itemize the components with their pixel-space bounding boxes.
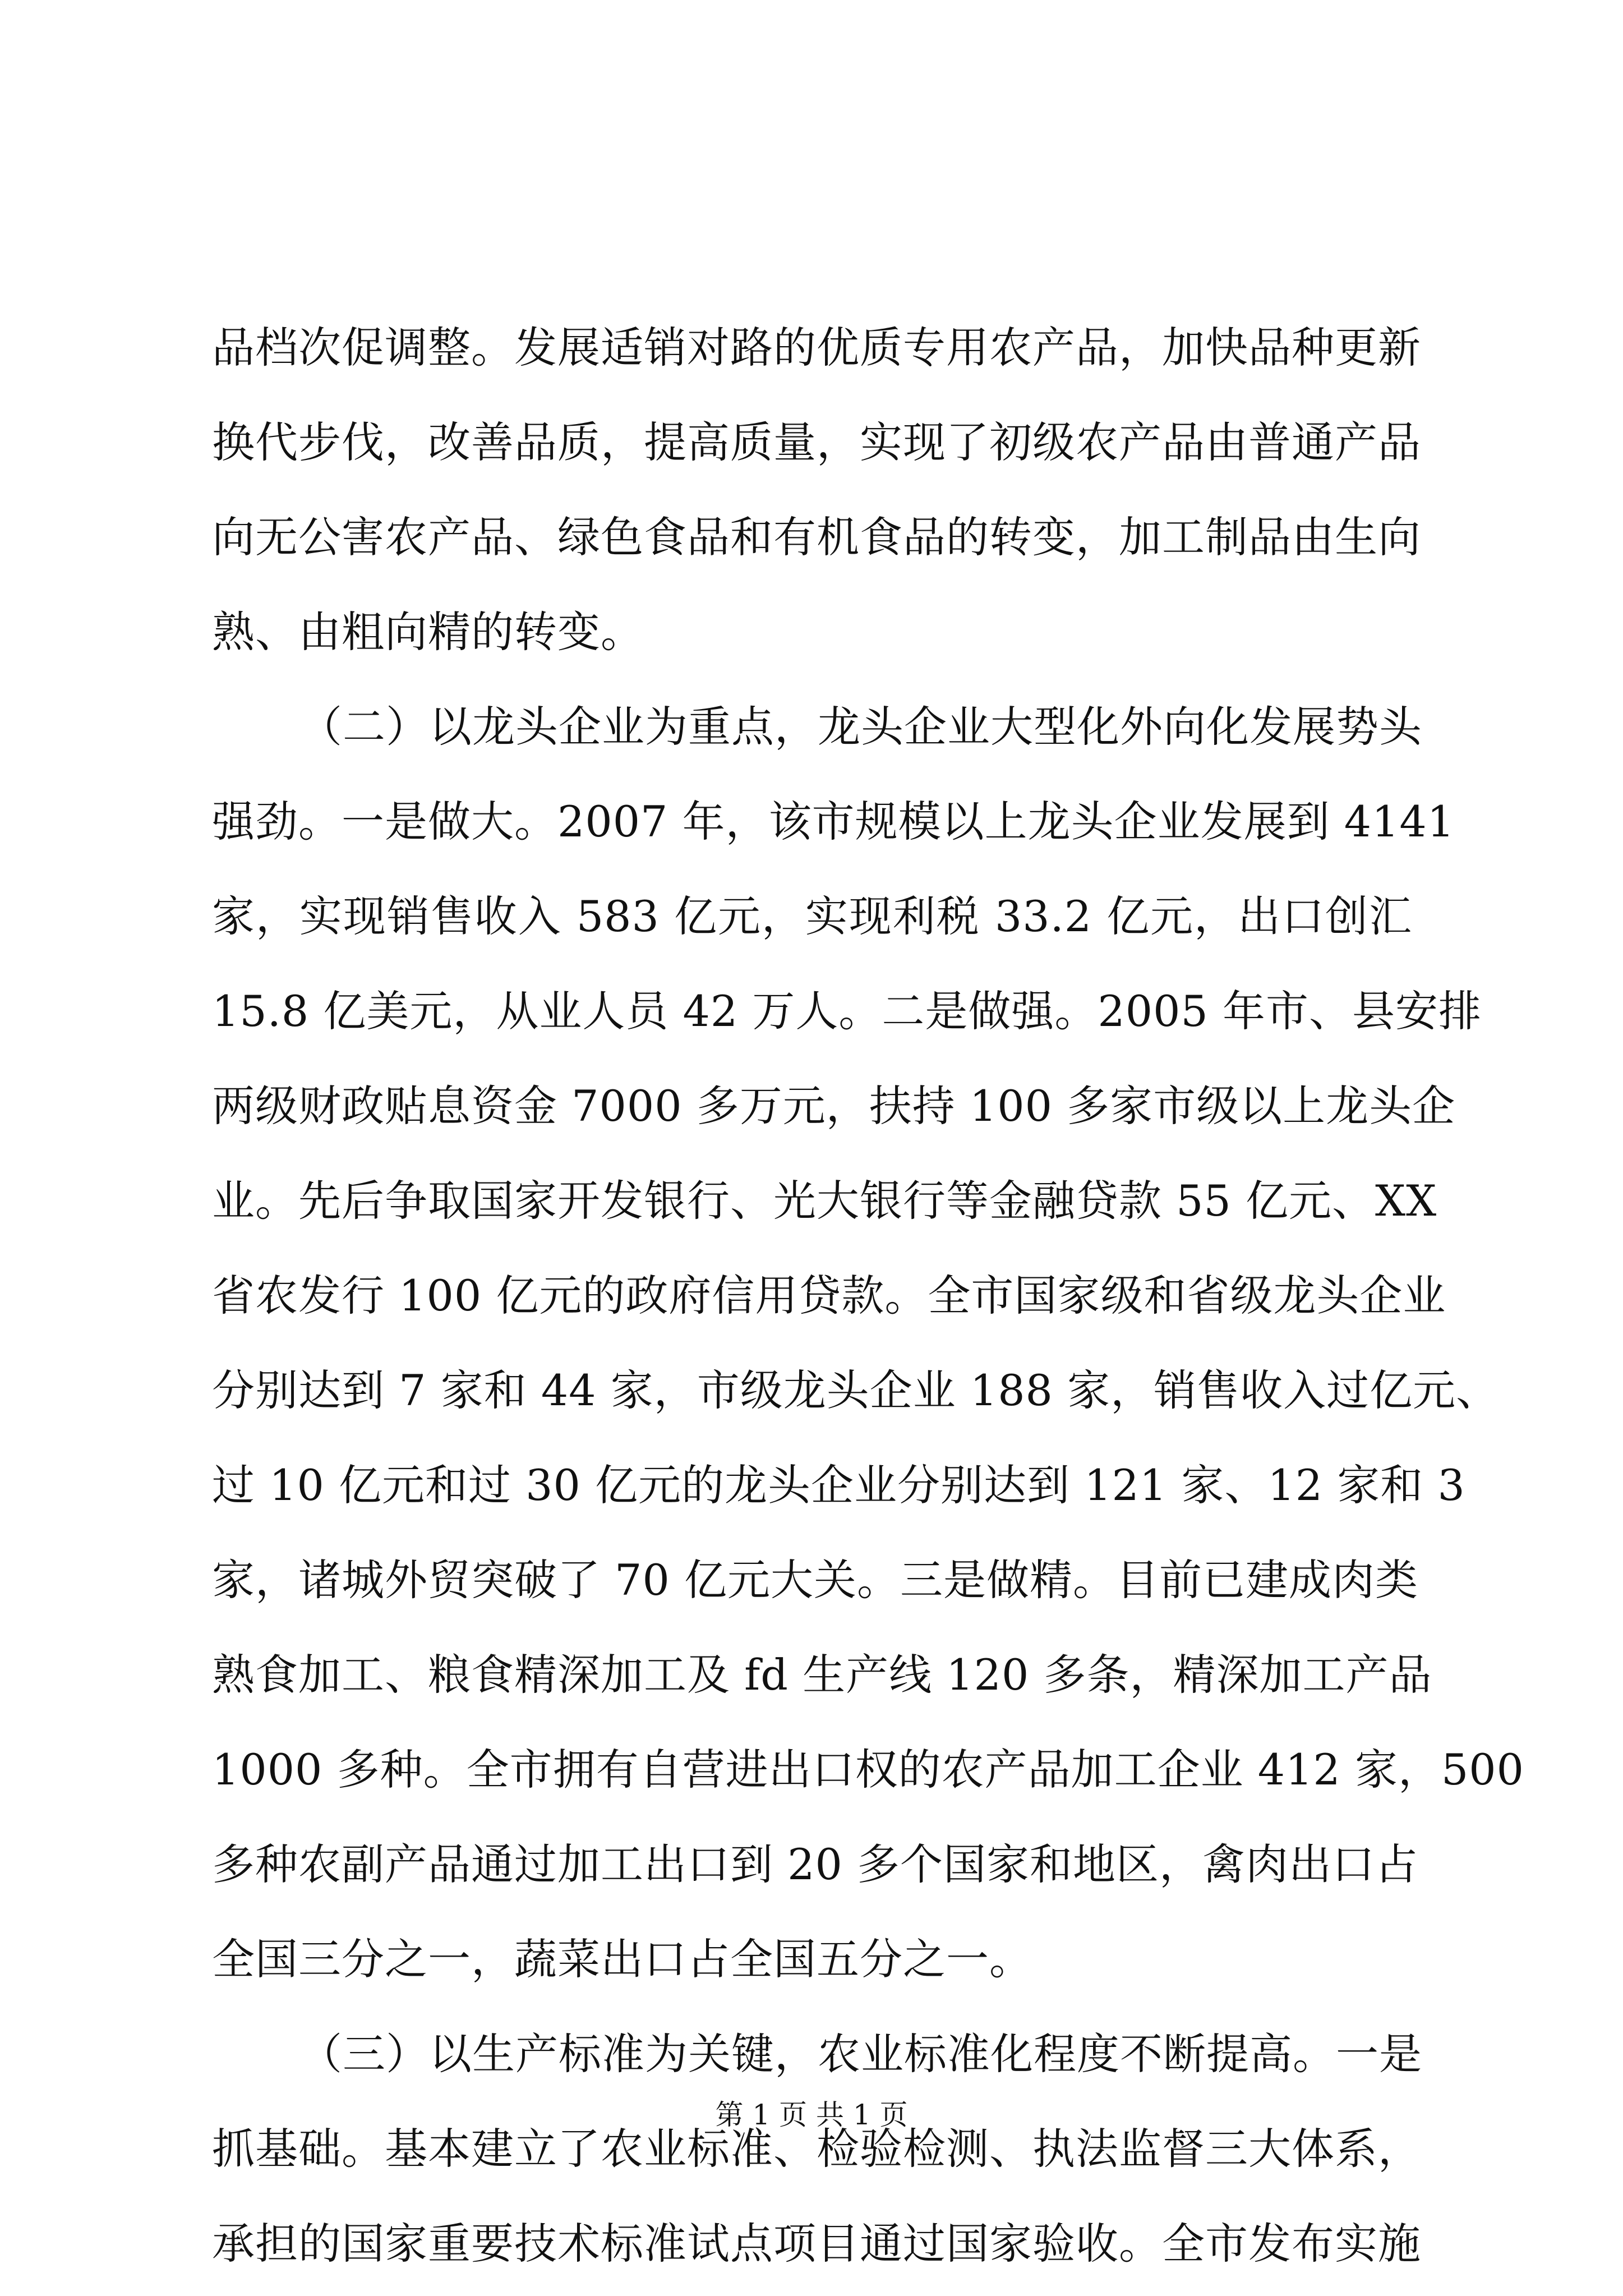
text-line: 全国三分之一，蔬菜出口占全国五分之一。 bbox=[212, 1934, 1032, 1984]
text-line: 两级财政贴息资金 7000 多万元，扶持 100 多家市级以上龙头企 bbox=[212, 1081, 1456, 1131]
paragraph-start-line: （三）以生产标准为关键，农业标准化程度不断提高。一是 bbox=[299, 2029, 1422, 2079]
text-line: 品档次促调整。发展适销对路的优质专用农产品，加快品种更新 bbox=[212, 323, 1421, 372]
document-body bbox=[212, 300, 1525, 2291]
text-line: 换代步伐，改善品质，提高质量，实现了初级农产品由普通产品 bbox=[212, 417, 1421, 467]
text-line: 分别达到 7 家和 44 家，市级龙头企业 188 家，销售收入过亿元、 bbox=[212, 1365, 1500, 1415]
text-line: 多种农副产品通过加工出口到 20 多个国家和地区，禽肉出口占 bbox=[212, 1839, 1419, 1889]
text-line: 熟、由粗向精的转变。 bbox=[212, 607, 644, 657]
paragraph-start-line: （二）以龙头企业为重点，龙头企业大型化外向化发展势头 bbox=[299, 702, 1422, 752]
text-line: 15.8 亿美元，从业人员 42 万人。二是做强。2005 年市、县安排 bbox=[212, 986, 1482, 1036]
text-line: 过 10 亿元和过 30 亿元的龙头企业分别达到 121 家、12 家和 3 bbox=[212, 1460, 1465, 1510]
text-line: 向无公害农产品、绿色食品和有机食品的转变，加工制品由生向 bbox=[212, 512, 1421, 562]
text-line: 1000 多种。全市拥有自营进出口权的农产品加工企业 412 家，500 bbox=[212, 1745, 1525, 1795]
text-line: 强劲。一是做大。2007 年，该市规模以上龙头企业发展到 4141 bbox=[212, 797, 1455, 846]
text-line: 省农发行 100 亿元的政府信用贷款。全市国家级和省级龙头企业 bbox=[212, 1271, 1446, 1320]
text-line: 家，实现销售收入 583 亿元，实现利税 33.2 亿元，出口创汇 bbox=[212, 891, 1412, 941]
page-number-footer: 第 1 页 共 1 页 bbox=[715, 2099, 908, 2131]
text-line: 业。先后争取国家开发银行、光大银行等金融贷款 55 亿元、XX bbox=[212, 1176, 1437, 1226]
text-line: 熟食加工、粮食精深加工及 fd 生产线 120 多条，精深加工产品 bbox=[212, 1650, 1432, 1700]
text-line: 家，诸城外贸突破了 70 亿元大关。三是做精。目前已建成肉类 bbox=[212, 1555, 1419, 1605]
text-line: 抓基础。基本建立了农业标准、检验检测、执法监督三大体系， bbox=[212, 2124, 1421, 2174]
text-line: 承担的国家重要技术标准试点项目通过国家验收。全市发布实施 bbox=[212, 2219, 1421, 2269]
